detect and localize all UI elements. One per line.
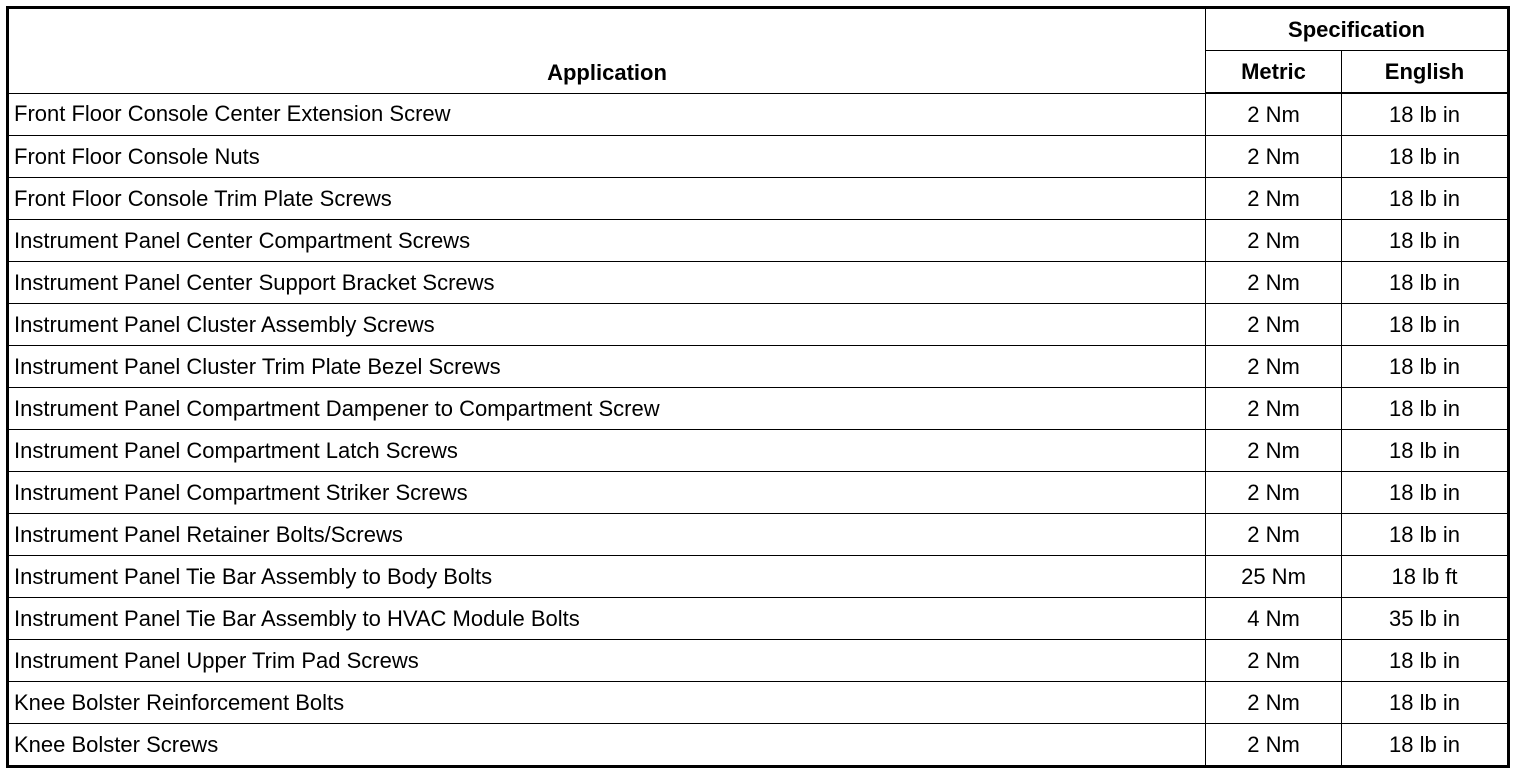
metric-value-cell: 2 Nm [1206,304,1342,346]
metric-value-cell: 2 Nm [1206,430,1342,472]
application-cell: Instrument Panel Cluster Trim Plate Bezel Screws [8,346,1206,388]
english-value-cell: 18 lb in [1342,724,1509,767]
table-row [8,136,1509,178]
metric-column-header: Metric [1206,51,1342,94]
table-row [8,388,1509,430]
application-cell: Instrument Panel Center Compartment Screws [8,220,1206,262]
metric-value-cell: 2 Nm [1206,262,1342,304]
application-cell: Instrument Panel Retainer Bolts/Screws [8,514,1206,556]
english-value-cell: 18 lb in [1342,514,1509,556]
table-row [8,598,1509,640]
table-row [8,724,1509,767]
application-cell: Front Floor Console Trim Plate Screws [8,178,1206,220]
metric-value-cell: 4 Nm [1206,598,1342,640]
english-value-cell: 18 lb ft [1342,556,1509,598]
table-row [8,304,1509,346]
metric-value-cell: 25 Nm [1206,556,1342,598]
table-row [8,430,1509,472]
english-value-cell: 18 lb in [1342,136,1509,178]
application-cell: Front Floor Console Nuts [8,136,1206,178]
fastener-specification-table [6,6,1510,768]
application-cell: Instrument Panel Upper Trim Pad Screws [8,640,1206,682]
metric-value-cell: 2 Nm [1206,640,1342,682]
table-row [8,346,1509,388]
table-body [8,93,1509,767]
application-cell: Instrument Panel Compartment Striker Screws [8,472,1206,514]
english-value-cell: 18 lb in [1342,346,1509,388]
metric-value-cell: 2 Nm [1206,346,1342,388]
english-value-cell: 18 lb in [1342,262,1509,304]
application-cell: Instrument Panel Cluster Assembly Screws [8,304,1206,346]
metric-value-cell: 2 Nm [1206,682,1342,724]
metric-value-cell: 2 Nm [1206,93,1342,136]
header-row-top [8,8,1509,51]
application-cell: Front Floor Console Center Extension Screw [8,93,1206,136]
english-value-cell: 18 lb in [1342,640,1509,682]
metric-value-cell: 2 Nm [1206,178,1342,220]
english-value-cell: 18 lb in [1342,388,1509,430]
application-cell: Knee Bolster Screws [8,724,1206,767]
table-row [8,556,1509,598]
english-value-cell: 18 lb in [1342,472,1509,514]
english-column-header: English [1342,51,1509,94]
application-cell: Instrument Panel Tie Bar Assembly to Body Bolts [8,556,1206,598]
english-value-cell: 18 lb in [1342,178,1509,220]
table-header [8,8,1509,94]
application-cell: Instrument Panel Tie Bar Assembly to HVAC Module Bolts [8,598,1206,640]
table-row [8,682,1509,724]
table-row [8,472,1509,514]
metric-value-cell: 2 Nm [1206,472,1342,514]
metric-value-cell: 2 Nm [1206,220,1342,262]
english-value-cell: 18 lb in [1342,93,1509,136]
english-value-cell: 35 lb in [1342,598,1509,640]
english-value-cell: 18 lb in [1342,220,1509,262]
application-column-header: Application [8,8,1206,94]
application-cell: Knee Bolster Reinforcement Bolts [8,682,1206,724]
table-row [8,220,1509,262]
application-cell: Instrument Panel Compartment Dampener to Compartment Screw [8,388,1206,430]
table-row [8,178,1509,220]
metric-value-cell: 2 Nm [1206,136,1342,178]
application-cell: Instrument Panel Center Support Bracket Screws [8,262,1206,304]
table-row [8,514,1509,556]
table-row [8,93,1509,136]
table-row [8,640,1509,682]
metric-value-cell: 2 Nm [1206,388,1342,430]
english-value-cell: 18 lb in [1342,682,1509,724]
english-value-cell: 18 lb in [1342,304,1509,346]
table-row [8,262,1509,304]
specification-group-header: Specification [1206,8,1509,51]
metric-value-cell: 2 Nm [1206,514,1342,556]
english-value-cell: 18 lb in [1342,430,1509,472]
application-cell: Instrument Panel Compartment Latch Screws [8,430,1206,472]
metric-value-cell: 2 Nm [1206,724,1342,767]
